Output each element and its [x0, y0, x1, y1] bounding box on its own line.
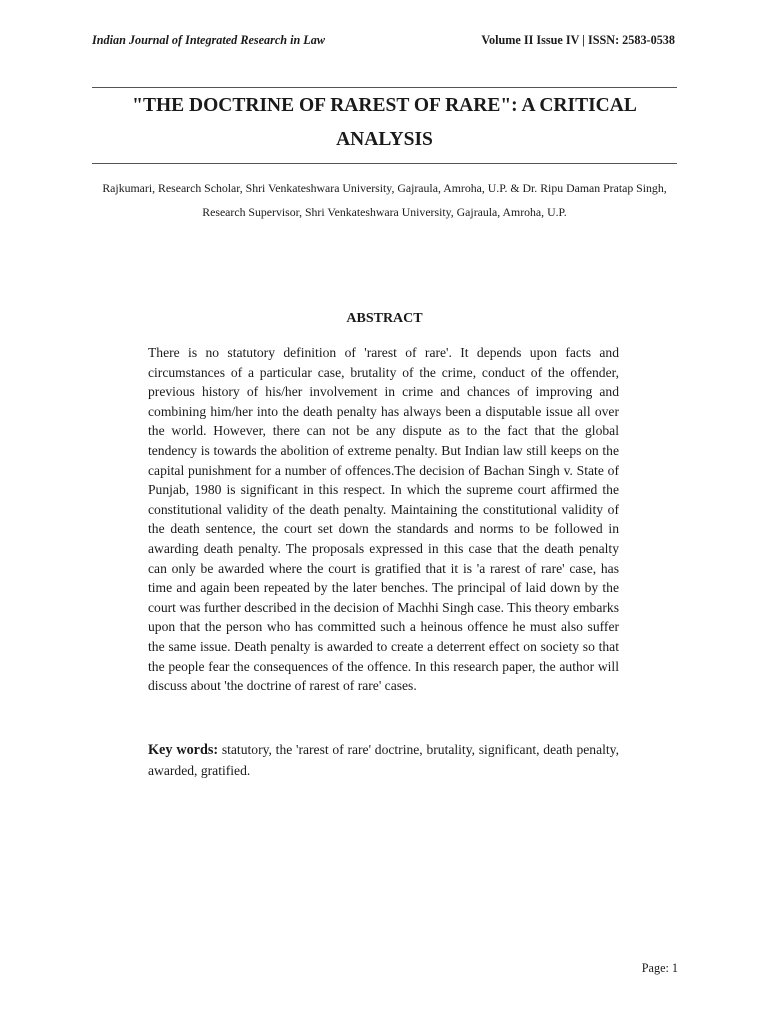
keywords-paragraph — [148, 740, 619, 780]
journal-name: Indian Journal of Integrated Research in Law — [92, 33, 325, 47]
running-header — [92, 33, 675, 53]
title-bottom-rule — [92, 163, 677, 164]
keywords-label: Key words: — [148, 742, 219, 758]
title-top-rule — [92, 87, 677, 88]
abstract-body: There is no statutory definition of 'rarest of rare'. It depends upon facts and circumstances of a particular case, brutality of the crime, conduct of the offender, previous history of his/her involvement in crime and chances of improving and combining him/her into the death penalty has always been a disputable issue all over the world. However, there can not be any dispute as to the fact that the global tendency is towards the abolition of extreme penalty. But Indian law still keeps on the capital punishment for a number of offences.The decision of Bachan Singh v. State of Punjab, 1980 is significant in this respect. In which the supreme court affirmed the constitutional validity of the death penalty. Maintaining the constitutional validity of the death sentence, the court set down the standards and norms to be followed in awarding death penalty. The proposals expressed in this case that the death penalty can only be awarded where the court is gratified that it is 'a rarest of rare' case, has time and again been repeated by the later benches. The principal of laid down by the court was further described in the decision of Machhi Singh case. This theory embarks upon that the person who has committed such a heinous offence he must also suffer the same issue. Death penalty is awarded to create a deterrent effect on society so that the people fear the consequences of the offence. In this research paper, the author will discuss about 'the doctrine of rarest of rare' cases. — [148, 345, 619, 694]
volume-issue-issn: Volume II Issue IV | ISSN: 2583-0538 — [481, 33, 675, 47]
author-affiliations: Rajkumari, Research Scholar, Shri Venkateshwara University, Gajraula, Amroha, U.P. & Dr. Ripu Daman Pratap Singh, Research Supervisor, Shri Venkateshwara University, Gajraula, Amroha, U.P. — [102, 181, 667, 219]
abstract-heading: ABSTRACT — [346, 311, 423, 326]
paper-title: "THE DOCTRINE OF RAREST OF RARE": A CRITICAL ANALYSIS — [132, 95, 637, 150]
page-number: Page: 1 — [641, 961, 678, 975]
keywords-text: statutory, the 'rarest of rare' doctrine, brutality, significant, death penalty, awarded, gratified. — [148, 742, 619, 778]
